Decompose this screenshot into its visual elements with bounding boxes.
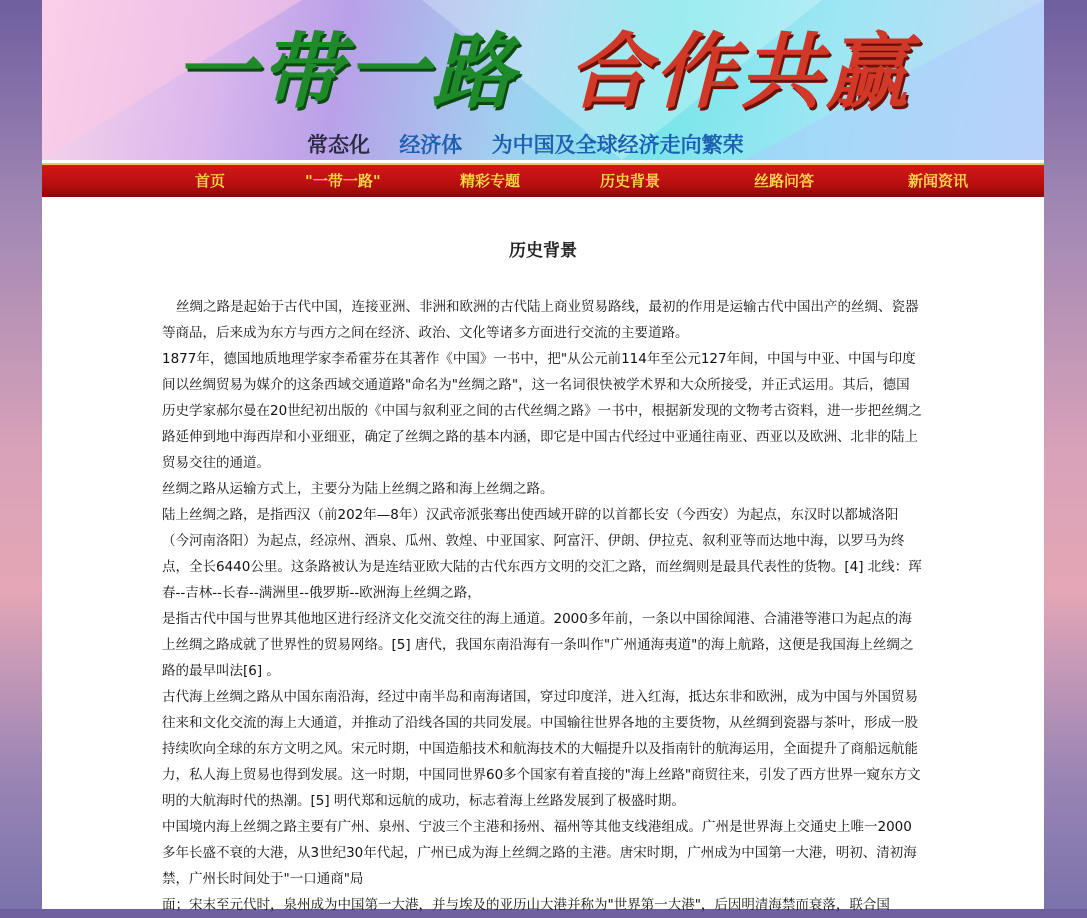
nav-item-history[interactable]: 历史背景	[600, 172, 661, 190]
slogan-part1: 一带一路	[174, 24, 518, 120]
nav-item-topics[interactable]: 精彩专题	[460, 172, 521, 190]
slogan-part2: 合作共赢	[568, 24, 912, 120]
nav-item-qa[interactable]: 丝路问答	[754, 172, 815, 190]
banner-slogan	[42, 22, 1044, 122]
article-paragraph: 1877年，德国地质地理学家李希霍芬在其著作《中国》一书中，把"从公元前114年至公元127年间，中国与中亚、中国与印度间以丝绸贸易为媒介的这条西域交通道路"命名为"丝绸之路"，这一名词很快被学术界和大众所接受，并正式运用。其后，德国历史学家郝尔曼在20世纪初出版的《中国与叙利亚之间的古代丝绸之路》一书中，根据新发现的文物考古资料，进一步把丝绸之路延伸到地中海西岸和小亚细亚，确定了丝绸之路的基本内涵，即它是中国古代经过中亚通往南亚、西亚以及欧洲、北非的陆上贸易交往的通道。	[162, 351, 922, 471]
article-paragraph: 是指古代中国与世界其他地区进行经济文化交流交往的海上通道。2000多年前，一条以中国徐闻港、合浦港等港口为起点的海上丝绸之路成就了世界性的贸易网络。[5] 唐代，我国东南沿海有一条叫作"广州通海夷道"的海上航路，这便是我国海上丝绸之路的最早叫法[6] 。	[162, 611, 914, 679]
article-paragraph: 古代海上丝绸之路从中国东南沿海，经过中南半岛和南海诸国，穿过印度洋，进入红海，抵达东非和欧洲，成为中国与外国贸易往来和文化交流的海上大通道，并推动了沿线各国的共同发展。中国输往世界各地的主要货物，从丝绸到瓷器与茶叶，形成一股持续吹向全球的东方文明之风。宋元时期，中国造船技术和航海技术的大幅提升以及指南针的航海运用，全面提升了商船远航能力，私人海上贸易也得到发展。这一时期，中国同世界60多个国家有着直接的"海上丝路"商贸往来，引发了西方世界一窥东方文明的大航海时代的热潮。[5] 明代郑和远航的成功，标志着海上丝路发展到了极盛时期。	[162, 689, 921, 809]
article-paragraph: 陆上丝绸之路，是指西汉（前202年—8年）汉武帝派张骞出使西域开辟的以首都长安（今西安）为起点，东汉时以都城洛阳（今河南洛阳）为起点，经凉州、酒泉、瓜州、敦煌、中亚国家、阿富汗、伊朗、伊拉克、叙利亚等而达地中海，以罗马为终点，全长6440公里。这条路被认为是连结亚欧大陆的古代东西方文明的交汇之路，而丝绸则是最具代表性的货物。[4] 北线：珲春--吉林--长春--满洲里--俄罗斯--欧洲海上丝绸之路，	[162, 507, 922, 601]
article-paragraph: 丝绸之路是起始于古代中国，连接亚洲、非洲和欧洲的古代陆上商业贸易路线，最初的作用是运输古代中国出产的丝绸、瓷器等商品，后来成为东方与西方之间在经济、政治、文化等诸多方面进行交流的主要道路。	[162, 299, 919, 341]
nav-item-belt-road[interactable]: "一带一路"	[305, 172, 381, 190]
page-title: 历史背景	[509, 241, 577, 261]
subline-item: 经济体	[399, 132, 463, 157]
nav-item-home[interactable]: 首页	[195, 172, 226, 190]
article-paragraph: 面；宋末至元代时，泉州成为中国第一大港，并与埃及的亚历山大港并称为"世界第一大港"，后因明清海禁而衰落，联合国	[162, 897, 890, 913]
subline-item: 为中国及全球经济走向繁荣	[491, 132, 744, 157]
article-paragraph: 中国境内海上丝绸之路主要有广州、泉州、宁波三个主港和扬州、福州等其他支线港组成。广州是世界海上交通史上唯一2000多年长盛不衰的大港，从3世纪30年代起，广州已成为海上丝绸之路的主港。唐宋时期，广州成为中国第一大港，明初、清初海禁，广州长时间处于"一口通商"局	[162, 819, 917, 887]
header-banner	[42, 0, 1044, 160]
page-container	[42, 0, 1044, 913]
subline-item: 常态化	[307, 132, 370, 157]
article-paragraph: 丝绸之路从运输方式上，主要分为陆上丝绸之路和海上丝绸之路。	[162, 481, 554, 497]
nav-item-news[interactable]: 新闻资讯	[908, 172, 969, 190]
banner-subline	[307, 130, 766, 160]
article-body	[162, 294, 922, 918]
main-nav	[42, 163, 1044, 197]
